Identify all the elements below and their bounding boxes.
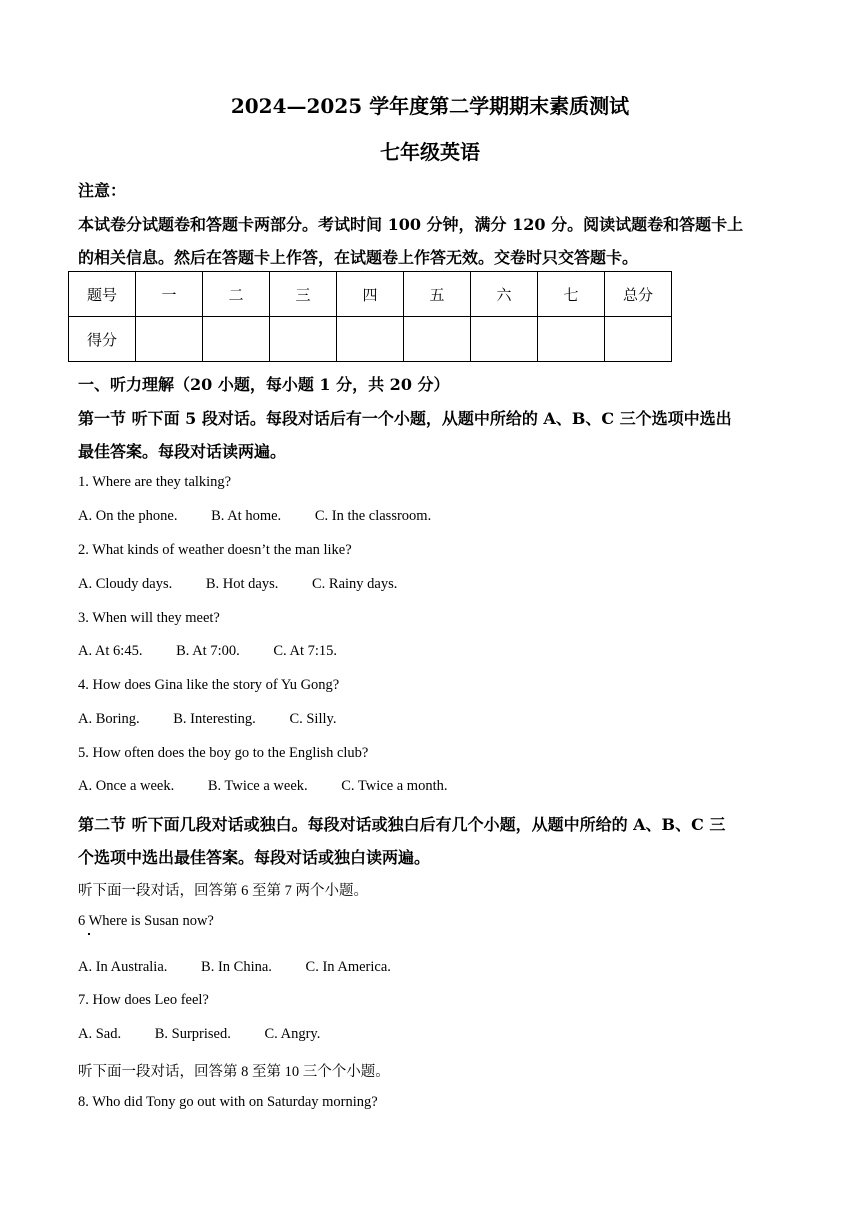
section1-instruction-1: 第一节 听下面 5 段对话。每段对话后有一个小题，从题中所给的 A、B、C 三个选项中选出 xyxy=(78,409,732,428)
option-b: B. Hot days. xyxy=(205,576,279,592)
score-table-header-cell: 六 xyxy=(471,272,538,317)
option-a: A. In Australia. xyxy=(78,959,168,975)
option-c: C. Angry. xyxy=(264,1026,321,1042)
option-c: C. In the classroom. xyxy=(314,508,432,524)
score-table-score-row xyxy=(69,317,672,362)
score-table-header-cell: 五 xyxy=(404,272,471,317)
score-table-header-cell: 二 xyxy=(203,272,270,317)
question-7: 7. How does Leo feel? xyxy=(78,992,209,1008)
score-cell xyxy=(605,317,672,362)
option-a: A. Sad. xyxy=(78,1026,122,1042)
part1-heading: 一、听力理解（20 小题，每小题 1 分，共 20 分） xyxy=(78,375,450,394)
option-a: A. On the phone. xyxy=(78,508,178,524)
question-2: 2. What kinds of weather doesn’t the man like? xyxy=(78,542,352,558)
question-1: 1. Where are they talking? xyxy=(78,474,232,490)
question-1-options xyxy=(78,508,431,525)
question-3: 3. When will they meet? xyxy=(78,610,220,626)
option-a: A. Cloudy days. xyxy=(78,576,173,592)
score-table-header-cell: 一 xyxy=(136,272,203,317)
exam-title: 2024—2025 学年度第二学期期末素质测试 xyxy=(230,94,630,118)
question-7-options xyxy=(78,1026,320,1043)
stray-dot xyxy=(88,933,90,935)
option-c: C. Rainy days. xyxy=(312,576,398,592)
question-4: 4. How does Gina like the story of Yu Gong? xyxy=(78,677,340,693)
instruction-6-7: 听下面一段对话，回答第 6 至第 7 两个小题。 xyxy=(78,883,368,899)
option-b: B. Surprised. xyxy=(154,1026,231,1042)
score-table-header-cell: 题号 xyxy=(69,272,136,317)
question-5: 5. How often does the boy go to the English club? xyxy=(78,745,369,761)
option-b: B. Twice a week. xyxy=(207,778,308,794)
score-cell xyxy=(270,317,337,362)
option-a: A. Boring. xyxy=(78,711,140,727)
option-b: B. At home. xyxy=(211,508,282,524)
question-8: 8. Who did Tony go out with on Saturday morning? xyxy=(78,1094,378,1110)
option-c: C. Silly. xyxy=(289,711,337,727)
score-table-header-cell: 四 xyxy=(337,272,404,317)
option-a: A. Once a week. xyxy=(78,778,175,794)
score-cell xyxy=(203,317,270,362)
section2-instruction-1: 第二节 听下面几段对话或独白。每段对话或独白后有几个小题，从题中所给的 A、B、C 三 xyxy=(78,815,726,834)
score-cell xyxy=(471,317,538,362)
option-c: C. Twice a month. xyxy=(341,778,448,794)
section2-instruction-2: 个选项中选出最佳答案。每段对话或独白读两遍。 xyxy=(78,848,431,867)
option-b: B. Interesting. xyxy=(173,711,256,727)
score-table-header-row xyxy=(69,272,672,317)
instruction-8-10: 听下面一段对话，回答第 8 至第 10 三个个小题。 xyxy=(78,1064,390,1080)
score-cell xyxy=(538,317,605,362)
option-c: C. At 7:15. xyxy=(273,643,338,659)
question-4-options xyxy=(78,711,336,728)
score-table-header-cell: 七 xyxy=(538,272,605,317)
option-b: B. In China. xyxy=(201,959,272,975)
question-6: 6 Where is Susan now? xyxy=(78,913,214,929)
score-cell xyxy=(136,317,203,362)
section1-instruction-2: 最佳答案。每段对话读两遍。 xyxy=(78,442,287,461)
question-2-options xyxy=(78,576,397,593)
score-table-header-cell: 三 xyxy=(270,272,337,317)
score-table xyxy=(68,271,672,362)
question-5-options xyxy=(78,778,448,795)
question-3-options xyxy=(78,643,337,660)
notice-line-2: 的相关信息。然后在答题卡上作答，在试题卷上作答无效。交卷时只交答题卡。 xyxy=(78,248,639,267)
option-c: C. In America. xyxy=(305,959,391,975)
score-cell xyxy=(337,317,404,362)
notice-line-1: 本试卷分试题卷和答题卡两部分。考试时间 100 分钟，满分 120 分。阅读试题卷和答题卡上 xyxy=(78,215,744,234)
option-b: B. At 7:00. xyxy=(176,643,240,659)
exam-subtitle: 七年级英语 xyxy=(380,140,480,164)
notice-label: 注意： xyxy=(78,181,127,200)
score-table-header-cell: 总分 xyxy=(605,272,672,317)
option-a: A. At 6:45. xyxy=(78,643,143,659)
score-row-label: 得分 xyxy=(69,317,136,362)
score-cell xyxy=(404,317,471,362)
question-6-options xyxy=(78,959,391,976)
